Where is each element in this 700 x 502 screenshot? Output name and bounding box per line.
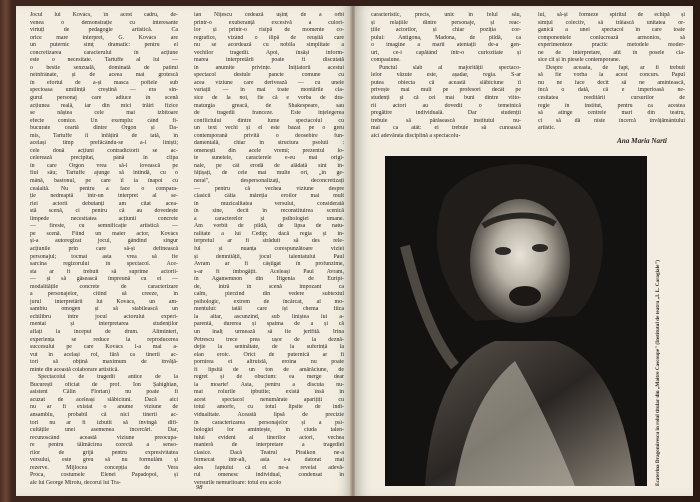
text-line: efecte comice. Un exemplu: când fi- xyxy=(30,117,178,124)
text-line: trebuie să părăsească institutul nu- xyxy=(371,117,521,124)
text-line: ful și nuanța corespunzătoare viziei xyxy=(194,245,344,252)
text-line: nu ne face decît să ne amintească, xyxy=(538,79,685,86)
text-line: mai ca atât: ei trebuie să cunoască xyxy=(371,125,521,132)
text-line: a caracterelor și psihologiei umane. xyxy=(194,215,344,222)
text-line: Proca, costumele Elenei Papadopol, și xyxy=(30,472,178,479)
text-line: în efortul de a-și masca pofiele sub xyxy=(30,79,178,86)
left-page xyxy=(16,6,352,496)
text-line: specioasa umilință creștină — era sin- xyxy=(30,87,178,94)
text-line: să fie vorba la acest concurs. Papul xyxy=(538,72,685,79)
text-line: și relațiile dintre personaje, și reac- xyxy=(371,19,521,26)
text-line: privește mai mult pe profesori decât pe xyxy=(371,87,521,94)
text-line: compasiune. xyxy=(371,57,401,64)
text-line: Avram ar fi câștigat în profunzime, xyxy=(194,261,344,268)
text-line: parentă, durerea și spaima de a și că xyxy=(194,321,344,328)
text-line: componentele conlucrează armonios, să xyxy=(538,34,685,41)
text-line: studenți și că cei mai buni dintre viito- xyxy=(371,95,521,102)
text-line: Jocul lui Kovács, în acest cadru, de- xyxy=(30,12,178,18)
text-line: hologiei lor amintește, în ciuda talen- xyxy=(194,427,344,434)
page-number: 98 xyxy=(196,484,203,491)
text-line: nale, pe cât erodă de alădată sint în- xyxy=(194,162,344,169)
text-line: încă o dată, că e imperioasă ne- xyxy=(538,87,685,94)
text-line: și demnității, jocul talentatului Paul xyxy=(194,253,344,260)
text-line: a personajelor, citind să creeze, în xyxy=(30,291,178,298)
text-line: mai rolurile ipbutite; există însă în xyxy=(194,389,344,396)
text-line: sarcina regizorului în spectacol. Ace- xyxy=(30,261,178,268)
text-line: totul amorfe, cu totul lipsite de indi- xyxy=(194,404,344,411)
text-line: în Agamemnon din Ifigenia de Euripi- xyxy=(194,276,344,283)
text-line: riei actorii debutanți am citat acea- xyxy=(30,200,178,207)
text-line: în muzicalitatea versului, considerată xyxy=(194,200,344,207)
text-line: Punctul slab al majorității spectaco- xyxy=(379,64,521,71)
text-line: este o necesitate. Tartuffe al lui — xyxy=(30,57,178,64)
text-line: în care Orgon vrea să-l lovească pe xyxy=(30,162,178,169)
text-line: tori nu ar fi izbutit să învingă difi- xyxy=(30,419,178,426)
text-line: în sine, decît în reconstituirea scenică xyxy=(194,208,344,215)
text-line: vechilor tragedii. Apoi, însăși inform- xyxy=(194,49,344,56)
text-line: și-a autoregizat jocul, gândind singur xyxy=(30,238,178,245)
text-line: aflați la început de drum. Altminteri, xyxy=(30,328,178,335)
text-line: sambiu omogen și să stabilească un xyxy=(30,306,178,313)
text-line: cultățile unei asemenea încercări. Dar, xyxy=(30,427,178,434)
text-line: mentului: tatăl care își chema fiica xyxy=(194,306,344,313)
text-line: acțiunile prin care să-și definească xyxy=(30,245,178,252)
text-line: ian Nițescu cedează ușinț de a orbi xyxy=(194,12,344,18)
text-line: sice de la noi, fie că e vorba de dra- xyxy=(194,95,344,102)
text-line: ție nedreaptă într-un interpret al se- xyxy=(30,193,178,200)
text-line: succesului pe care Kovács l-a mai a- xyxy=(30,344,178,351)
text-line: un text vechi și el este bazat pe o greu xyxy=(194,125,344,132)
text-line: un puternic simț dramatic: pentru el xyxy=(30,42,178,49)
text-line: dejie la seninătate, de la suferință la xyxy=(194,344,344,351)
text-line: cealaltă. Nu pentru a face o compara- xyxy=(30,185,178,192)
text-line: experimenteze practic metodele moder- xyxy=(538,42,685,49)
text-line: Spectacolul de tragedii antice de la xyxy=(38,374,178,381)
left-column-1 xyxy=(30,12,178,487)
text-line: cele două acțiuni contradictorii se ac- xyxy=(30,147,178,154)
text-line: conflictului dintre lume spectacolul cu xyxy=(194,117,344,124)
text-line: Despre aceasta, de fapt, ar fi trebuit xyxy=(546,64,685,71)
text-line: în caracterizarea personajelor și a psi- xyxy=(194,419,344,426)
right-column-2 xyxy=(538,12,685,133)
text-line: fi lipsită de un ton de amărăciune, de xyxy=(194,366,344,373)
text-line: mână, bastonul, pe care îl ia înapoi cu xyxy=(30,178,178,185)
text-line: ales faptului că el ne-a revelat adevă- xyxy=(194,464,344,471)
text-line: acțiunea reală, iar din mici trăiri fizice xyxy=(30,102,178,109)
text-line: echilibru între jocul actorului experi- xyxy=(30,313,178,320)
text-line: fățișați, de cele mai multe ori, „în ge- xyxy=(194,170,344,177)
theatre-photo xyxy=(385,156,647,486)
text-line: se năștea cele mai izbitoare xyxy=(30,110,178,117)
text-line: la moarte! Asta, pentru a discuta nu- xyxy=(194,381,344,388)
text-line: Petrescu trece prea ușor de la deznă- xyxy=(194,336,344,343)
text-line: rii actori au dovedit o temeinică xyxy=(371,102,521,109)
text-line: venea o demonstrație cu interesante xyxy=(30,19,178,26)
text-line: simțul colectiv, să trăiască unitatea or- xyxy=(538,19,685,26)
text-line: sta ar fi trebuit să suprime actorii- xyxy=(30,268,178,275)
text-line: re pentru tălmăcirea corectă a senso- xyxy=(30,442,178,449)
text-line: psihologic, extrem de încărcat, al mo- xyxy=(194,298,344,305)
text-line: concretizarea caracterului în acțiune xyxy=(30,49,178,56)
text-line: manieră de interpretare a tragediei xyxy=(194,442,344,449)
text-line: — pentru că vechea viziune despre xyxy=(194,185,344,192)
text-line: mentat și interpretarea studenților xyxy=(30,321,178,328)
text-line: Am vorbit de pildă, de lipsa de natu- xyxy=(194,223,344,230)
text-line: mis, Tartuffe îi înfățiră de tată, în xyxy=(30,132,178,139)
text-line: nu ar fi existat o anume viziune de xyxy=(30,404,178,411)
text-line: rezerve. Mijlocea concepția de Vera xyxy=(30,464,178,471)
photo-caption: Ecaterina Dragomirescu în rolul titular din „Maitre Cascoupe" (Institutul de teatru „I. L. Caragiale") xyxy=(655,260,661,486)
text-line: clasice. Dacă Teatrul Piraikon ne-a xyxy=(194,449,344,456)
text-line: sice cît și în piesele contemporane. xyxy=(538,57,621,64)
text-line: versurile nemuritoare: totul era acolo xyxy=(194,479,282,486)
text-line: pe scenă. Fiind un maier actor, Kovács xyxy=(30,230,178,237)
text-line: minte din această colaborare artistică. xyxy=(30,366,119,373)
text-line: acuzat de aceleași slăbiciuni. Dacă aici xyxy=(30,396,178,403)
text-line: regret și de obucium: ea merge dear xyxy=(194,374,344,381)
text-line: — fireste, cu semnificație artistică — xyxy=(30,223,178,230)
text-line: țiile actorilor, și chiar poziția cor- xyxy=(371,27,521,34)
text-line: gurul personaj care adiuce în scenă xyxy=(30,95,178,102)
text-line: jurul interpretării lui Kovács, un am- xyxy=(30,298,178,305)
text-line: să atinge centrele mari din teatru, xyxy=(538,110,685,117)
text-line: ne de interpretare, atît în posele cla- xyxy=(538,49,685,56)
right-column-1 xyxy=(371,12,521,140)
text-line: ansamblu, probabil că nici tinerii ac- xyxy=(30,411,178,418)
text-line: ganică a unei spectacol în care toate xyxy=(538,27,685,34)
text-line: ralitate a lui Cedip; dacă regia și in- xyxy=(194,230,344,237)
text-line: elan eroic. Orict de puternică ar fi xyxy=(194,351,344,358)
text-line: tori să obțină maximum de învăță- xyxy=(30,359,178,366)
text-line: bucurate ceartă dintre Orgon și Da- xyxy=(30,125,178,132)
text-line: versului, este greu să nu formulăm și xyxy=(30,457,178,464)
text-line: un înalț urmează să fie jertfită. Irina xyxy=(194,328,344,335)
text-line: marea interpretării poate fi discutată xyxy=(194,57,344,64)
text-line: damentală, chiar în structura psoluii : xyxy=(194,140,344,147)
right-page xyxy=(355,6,693,496)
text-line: nu se acordează cu nobila simplitate a xyxy=(194,42,344,49)
text-line: pregătire individuală. Dar studenții xyxy=(371,110,521,117)
text-line: experiența se reduce la reproducerea xyxy=(30,336,178,343)
text-line: uri, ce-i capătând într-o curiozitate și xyxy=(371,49,521,56)
text-line: maturgia greacă, de Shakespeare, sau xyxy=(194,102,344,109)
text-line: acest spectacol nenumărate aparițiți cu xyxy=(194,396,344,403)
text-line: modalitățile concrete de caracterizare xyxy=(30,283,178,290)
left-column-2 xyxy=(194,12,344,487)
text-line: lelor văzute este, așadar, regia. S-ar xyxy=(371,72,521,79)
text-line: fiul său; Tartuffe ajunge să întindă, cu o xyxy=(30,170,178,177)
text-line: pului: Antigona, Madona, de pildă, ca xyxy=(371,34,521,41)
text-line: putea obiecta că această slăbiciune îi xyxy=(371,79,521,86)
text-line: rul omenesc individual, condensat în xyxy=(194,472,344,479)
text-line: te sunetele, caracterele e-eu mai origi- xyxy=(194,155,344,162)
text-line: București oficiat de prof. Ion Șahighian, xyxy=(30,381,178,388)
text-line: neral", despersonalizați, deconcretizați xyxy=(194,178,344,185)
actress-portrait-image xyxy=(385,156,647,486)
text-line: regie în institut, pentru ca acestea xyxy=(538,102,685,109)
text-line: de tragedii franceze. Este înțelegerea xyxy=(194,110,344,117)
text-line: s-ar fi îmbogățit. Aceleași Paul Avram, xyxy=(194,268,344,275)
text-line: ci să dă niste încercă învățământului xyxy=(538,117,685,124)
text-line: vidualitate. Această lipsă de precizie xyxy=(194,411,344,418)
text-line: lui, să-și formeze spiritul de echipă și xyxy=(538,12,685,18)
text-line: acea viziune care derivează — cu unele xyxy=(194,79,344,86)
text-line: clasicii câtia măreția eroilor mai mult xyxy=(194,193,344,200)
text-line: o imagine a marii atentații de-a gen- xyxy=(371,42,521,49)
text-line: asistent Călin Florian) nu poate fi xyxy=(30,389,178,396)
text-line: omenești din acele vremi; prezentul lo- xyxy=(194,147,344,154)
text-line: la altar, ascunzind, sub liniștea lui a- xyxy=(194,313,344,320)
text-line: terpretul ar fi străduit să des rele- xyxy=(194,238,344,245)
text-line: limpede necesitatea acțiunii concrete xyxy=(30,215,178,222)
text-line: regrafice, vizând o ilipă de reușită care xyxy=(194,34,344,41)
text-line: contemporană privită o deosebire fun- xyxy=(194,132,344,139)
text-line: o bestie senzuală, dominată de patimi xyxy=(30,64,178,71)
text-line: de, intră în scenă impozant ca xyxy=(194,283,344,290)
text-line: variații — în mai toate montările cla- xyxy=(194,87,344,94)
text-line: stă scenă, ci pentru că au dovedește xyxy=(30,208,178,215)
text-line: orice mare interpret, G. Kovács are xyxy=(30,34,178,41)
text-line: în anumite privințe. Inițiatorii acestui xyxy=(194,64,344,71)
text-line: calm, pierzind din vedere subtextul xyxy=(194,291,344,298)
text-line: artistic. xyxy=(538,125,556,132)
text-line: virtuți de pedagogie artistică. Ca xyxy=(30,27,178,34)
text-line: pornirea ei altruistă, eroina nu poate xyxy=(194,359,344,366)
text-line: fermecat într-alt, asta s-a datorat mai xyxy=(194,457,344,464)
text-line: celerează precipitat, până în clipa xyxy=(30,155,178,162)
text-line: — și să găsească împreună cu ei — xyxy=(30,276,178,283)
text-line: recunoscând această viziune preocupa- xyxy=(30,434,178,441)
text-line: spectacol destule pancte comune cu xyxy=(194,72,344,79)
text-line: neînfrânate, și de aceea mai grotescă xyxy=(30,72,178,79)
text-line: lor și printr-o risipă de momente co- xyxy=(194,27,344,34)
text-line: caracteristic, precis, unic în felul său, xyxy=(371,12,521,18)
text-line: personajul; tocmai asta vrea să fie xyxy=(30,253,178,260)
text-line: ale lui George Miroiu, decorul lui Tra- xyxy=(30,479,121,486)
text-line: cesitatea reeditării cursurilor de xyxy=(538,95,685,102)
author-signature: Ana Maria Narti xyxy=(617,137,667,145)
text-line: printr-o exuberanță excesivă a culori- xyxy=(194,19,344,26)
text-line: tului evident al tinerilor actori, vechea xyxy=(194,434,344,441)
text-line: vut în același rol, fără ca tinerii ac- xyxy=(30,351,178,358)
text-line: rilor de grijă pentru expresivitatea xyxy=(30,449,178,456)
text-line: aici adevărata disciplină a spectacolu- xyxy=(371,132,461,139)
text-line: același timp prefăcându-se a-l liniști; xyxy=(30,140,178,147)
